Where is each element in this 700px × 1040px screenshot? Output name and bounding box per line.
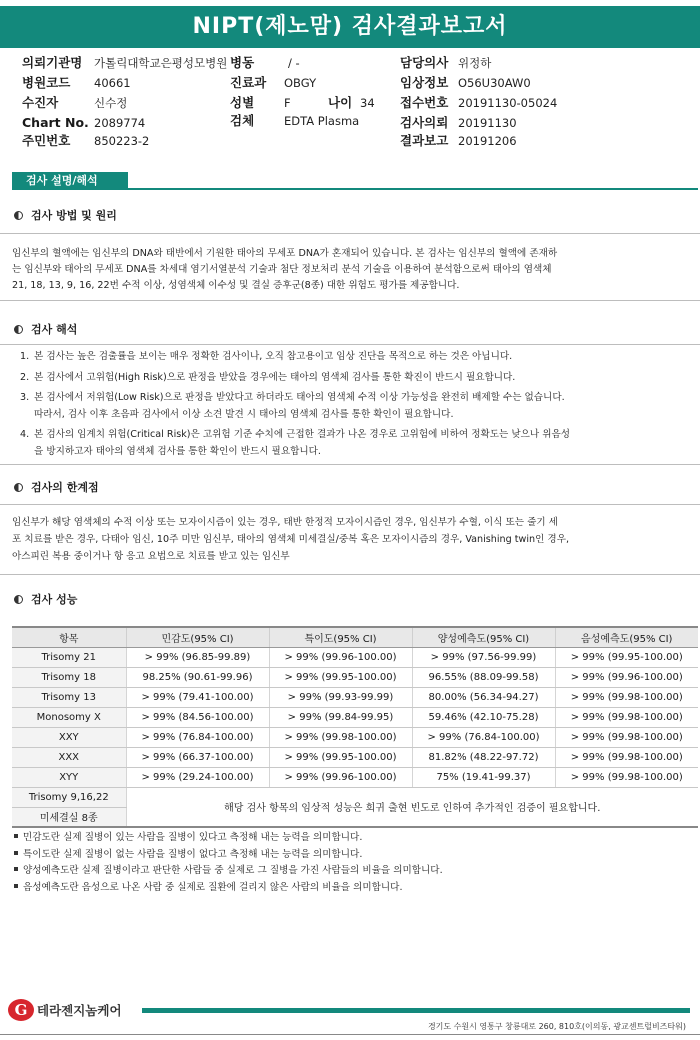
half-circle-icon	[14, 595, 23, 604]
table-cell: 80.00% (56.34-94.27)	[412, 687, 555, 707]
report-date-value: 20191206	[458, 134, 517, 148]
table-cell: Trisomy 21	[12, 647, 126, 667]
table-cell: > 99% (96.85-99.89)	[126, 647, 269, 667]
footer-bottom-line	[0, 1034, 700, 1035]
half-circle-icon	[14, 211, 23, 220]
table-cell: > 99% (97.56-99.99)	[412, 647, 555, 667]
list-text: 을 방지하고자 태아의 염색체 검사를 통한 확인이 반드시 필요합니다.	[34, 445, 321, 457]
column-header: 특이도(95% CI)	[269, 627, 412, 647]
list-text: 본 검사의 임계치 위험(Critical Risk)은 고위험 기준 수치에 근접한 결과가 나온 경우로 고위험에 비하여 정확도는 낮으나 위음성	[34, 429, 571, 440]
patient-value: 신수정	[94, 96, 128, 110]
list-text: 본 검사는 높은 검출률을 보이는 매우 정확한 검사이나, 오직 참고용이고 임상 진단을 목적으로 하는 것은 아닙니다.	[34, 351, 513, 362]
request-label: 검사의뢰	[400, 115, 449, 130]
table-row	[12, 667, 698, 687]
column-header: 양성예측도(95% CI)	[412, 627, 555, 647]
section-divider	[12, 188, 698, 190]
table-cell: > 99% (29.24-100.00)	[126, 767, 269, 787]
age-value: 34	[360, 96, 375, 110]
rrn-value: 850223-2	[94, 134, 150, 148]
table-header-row	[12, 627, 698, 647]
table-cell: XXY	[12, 727, 126, 747]
list-item	[14, 880, 694, 897]
specimen-label: 검체	[230, 113, 255, 128]
table-cell: 59.46% (42.10-75.28)	[412, 707, 555, 727]
column-header: 음성예측도(95% CI)	[555, 627, 698, 647]
request-value: 20191130	[458, 116, 517, 130]
table-cell: Monosomy X	[12, 707, 126, 727]
performance-heading	[14, 592, 77, 608]
table-cell: > 99% (76.84-100.00)	[412, 727, 555, 747]
list-item	[14, 847, 694, 864]
company-address: 경기도 수원시 영통구 창룡대로 260, 810호(이의동, 광교센트럴비즈타워)	[427, 1022, 686, 1031]
dept-label: 진료과	[230, 75, 267, 90]
hospital-label: 의뢰기관명	[22, 55, 83, 70]
table-cell: > 99% (99.96-100.00)	[555, 667, 698, 687]
clinic-value: O56U30AW0	[458, 76, 531, 90]
doctor-value: 위정하	[458, 56, 492, 70]
table-cell: Trisomy 18	[12, 667, 126, 687]
hospital-value: 가톨릭대학교은평성모병원	[94, 56, 228, 70]
limits-line: 임신부가 해당 염색체의 수적 이상 또는 모자이시즘이 있는 경우, 태반 한정적 모자이시즘인 경우, 임신부가 수혈, 이식 또는 줄기 세	[12, 517, 558, 528]
bullet-icon	[14, 884, 18, 888]
table-cell: > 99% (99.98-100.00)	[555, 767, 698, 787]
bullet-icon	[14, 867, 18, 871]
method-heading-text: 검사 방법 및 원리	[31, 209, 117, 222]
table-cell: > 99% (99.96-100.00)	[269, 767, 412, 787]
table-cell: 98.25% (90.61-99.96)	[126, 667, 269, 687]
chart-value: 2089774	[94, 116, 146, 130]
table-cell: > 99% (99.98-100.00)	[555, 747, 698, 767]
code-value: 40661	[94, 76, 131, 90]
bullet-icon	[14, 834, 18, 838]
sex-value: F	[284, 96, 291, 110]
report-date-label: 결과보고	[400, 133, 449, 148]
table-cell: > 99% (99.98-100.00)	[555, 727, 698, 747]
limits-line: 아스피린 복용 중이거나 항 응고 요법으로 치료를 받고 있는 임신부	[12, 551, 290, 562]
table-cell: > 99% (99.96-100.00)	[269, 647, 412, 667]
section-tab-description: 검사 설명/해석	[12, 172, 128, 190]
bullet-icon	[14, 851, 18, 855]
table-cell: > 99% (99.98-100.00)	[269, 727, 412, 747]
list-item	[20, 390, 692, 423]
company-name: 테라젠지놈케어	[37, 1003, 122, 1018]
sex-label: 성별	[230, 95, 255, 110]
divider	[0, 464, 700, 465]
table-row	[12, 687, 698, 707]
table-cell: > 99% (99.98-100.00)	[555, 687, 698, 707]
interpretation-list	[20, 349, 692, 460]
half-circle-icon	[14, 325, 23, 334]
note-text: 음성예측도란 음성으로 나온 사람 중 실제로 질환에 걸리지 않은 사람의 비율을 의미합니다.	[23, 881, 403, 893]
interpretation-heading	[14, 322, 77, 338]
note-text: 특이도란 실제 질병이 없는 사람을 질병이 없다고 측정해 내는 능력을 의미합니다.	[23, 848, 363, 860]
list-number: 1.	[20, 351, 30, 362]
method-paragraph	[12, 246, 692, 294]
limits-heading-text: 검사의 한계점	[31, 481, 99, 494]
logo-icon: G	[8, 999, 34, 1021]
table-cell: > 99% (99.98-100.00)	[555, 707, 698, 727]
age-label: 나이	[328, 95, 353, 110]
list-number: 3.	[20, 392, 30, 403]
table-cell: > 99% (99.93-99.99)	[269, 687, 412, 707]
footer-divider	[142, 1008, 690, 1013]
divider	[0, 344, 700, 345]
note-text: 민감도란 실제 질병이 있는 사람을 질병이 있다고 측정해 내는 능력을 의미합니다.	[23, 832, 363, 843]
clinic-label: 임상정보	[400, 75, 449, 90]
ward-value: / -	[288, 56, 300, 70]
table-cell: 96.55% (88.09-99.58)	[412, 667, 555, 687]
table-cell: Trisomy 9,16,22	[12, 787, 126, 807]
limits-heading	[14, 480, 99, 496]
list-item	[20, 349, 692, 366]
list-item	[14, 830, 694, 847]
receipt-value: 20191130-05024	[458, 96, 558, 110]
performance-heading-text: 검사 성능	[31, 593, 78, 606]
table-cell: Trisomy 13	[12, 687, 126, 707]
list-number: 4.	[20, 429, 30, 440]
method-line: 21, 18, 13, 9, 16, 22번 수적 이상, 성염색체 이수성 및 결실 증후군(8종) 대한 위험도 평가를 제공합니다.	[12, 280, 460, 291]
table-cell: > 99% (99.95-100.00)	[269, 667, 412, 687]
divider	[0, 233, 700, 234]
report-title: NIPT(제노맘) 검사결과보고서	[0, 6, 700, 48]
interpretation-heading-text: 검사 해석	[31, 323, 78, 336]
method-line: 임신부의 혈액에는 임신부의 DNA와 태반에서 기원한 태아의 무세포 DNA가 혼재되어 있습니다. 본 검사는 임신부의 혈액에 존재하	[12, 248, 558, 259]
table-cell: > 99% (99.95-100.00)	[555, 647, 698, 667]
column-header: 항목	[12, 627, 126, 647]
limits-paragraph	[12, 514, 692, 565]
specimen-value: EDTA Plasma	[284, 114, 360, 128]
column-header: 민감도(95% CI)	[126, 627, 269, 647]
method-heading	[14, 208, 117, 224]
method-line: 는 임신부와 태아의 무세포 DNA를 차세대 염기서열분석 기술과 첨단 정보처리 분석 기술을 이용하여 분석함으로써 태아의 염색체	[12, 264, 552, 275]
company-logo	[8, 998, 122, 1022]
table-cell: 미세결실 8종	[12, 807, 126, 827]
table-cell: 75% (19.41-99.37)	[412, 767, 555, 787]
note-text: 양성예측도란 실제 질병이라고 판단한 사람들 중 실제로 그 질병을 가진 사람들의 비율을 의미합니다.	[23, 865, 443, 876]
performance-table	[12, 626, 698, 828]
half-circle-icon	[14, 483, 23, 492]
doctor-label: 담당의사	[400, 55, 449, 70]
performance-note: 해당 검사 항목의 임상적 성능은 희귀 출현 빈도로 인하여 추가적인 검증이 필요합니다.	[126, 787, 698, 827]
list-item	[20, 427, 692, 460]
table-row	[12, 727, 698, 747]
table-cell: XYY	[12, 767, 126, 787]
chart-label: Chart No.	[22, 115, 89, 130]
list-number: 2.	[20, 371, 30, 383]
table-cell: XXX	[12, 747, 126, 767]
table-cell: > 99% (66.37-100.00)	[126, 747, 269, 767]
divider	[0, 300, 700, 301]
ward-label: 병동	[230, 55, 255, 70]
patient-label: 수진자	[22, 95, 59, 110]
table-row	[12, 707, 698, 727]
table-row	[12, 767, 698, 787]
table-cell: > 99% (84.56-100.00)	[126, 707, 269, 727]
table-cell: > 99% (79.41-100.00)	[126, 687, 269, 707]
table-row	[12, 747, 698, 767]
table-row	[12, 647, 698, 667]
list-text: 본 검사에서 고위험(High Risk)으로 판정을 받았을 경우에는 태아의 염색체 검사를 통한 확진이 반드시 필요합니다.	[34, 371, 516, 383]
table-cell: 81.82% (48.22-97.72)	[412, 747, 555, 767]
limits-line: 포 치료를 받은 경우, 다태아 임신, 10주 미만 임신부, 태아의 염색체 미세결실/중복 혹은 모자이시즘의 경우, Vanishing twin인 경우,	[12, 534, 570, 545]
list-text: 따라서, 검사 이후 초음파 검사에서 이상 소견 발견 시 태아의 염색체 검사를 통한 확인이 필요합니다.	[34, 408, 454, 420]
table-cell: > 99% (99.95-100.00)	[269, 747, 412, 767]
dept-value: OBGY	[284, 76, 317, 90]
table-row	[12, 787, 698, 807]
code-label: 병원코드	[22, 75, 71, 90]
table-cell: > 99% (99.84-99.95)	[269, 707, 412, 727]
divider	[0, 574, 700, 575]
list-item	[14, 863, 694, 880]
receipt-label: 접수번호	[400, 95, 449, 110]
table-cell: > 99% (76.84-100.00)	[126, 727, 269, 747]
list-item	[20, 370, 692, 387]
definition-notes	[14, 830, 694, 896]
rrn-label: 주민번호	[22, 133, 71, 148]
divider	[0, 504, 700, 505]
list-text: 본 검사에서 저위험(Low Risk)으로 판정을 받았다고 하더라도 태아의 염색체 수적 이상 가능성을 완전히 배제할 수는 없습니다.	[34, 392, 565, 403]
